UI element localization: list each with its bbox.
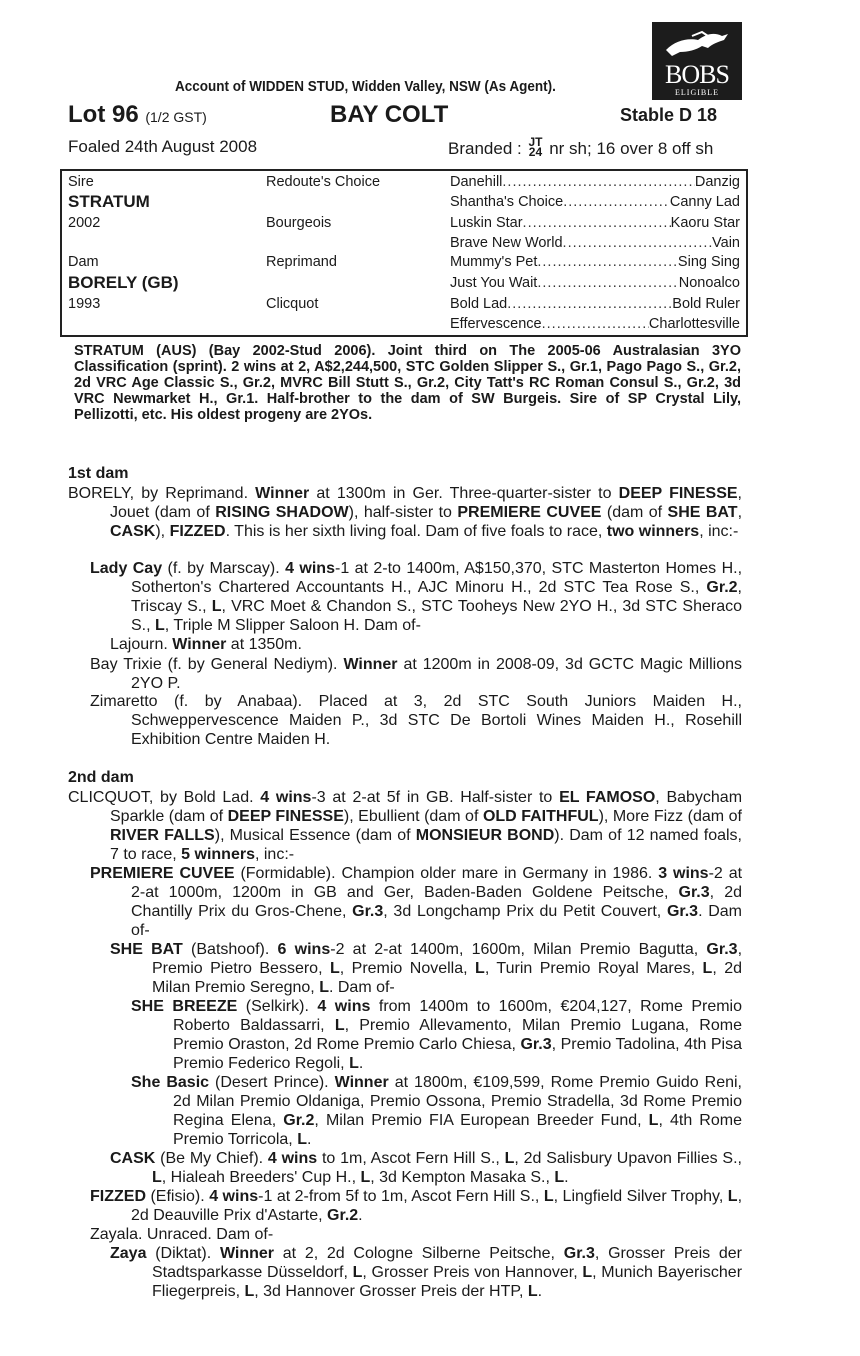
brand-mark: JT 24 — [528, 135, 543, 159]
logo-text: BOBS — [665, 60, 729, 89]
first_dam-paragraph: Lajourn. Winner at 1350m. — [110, 636, 302, 653]
pedigree-ancestor-row — [450, 296, 740, 312]
pedigree-ancestor-row — [450, 275, 740, 291]
sire-name: STRATUM — [68, 192, 150, 211]
ancestor-name: Brave New World — [450, 235, 563, 251]
pedigree-ancestor-row — [450, 215, 740, 231]
ancestor-name: Luskin Star — [450, 215, 523, 231]
ancestor-sire: Charlottesville — [648, 316, 740, 332]
ancestor-sire: Canny Lad — [669, 194, 740, 210]
pedigree-ancestor-row — [450, 254, 740, 270]
ancestor-sire: Vain — [712, 235, 740, 251]
second_dam-paragraph: SHE BAT (Batshoof). 6 wins-2 at 2-at 1400m, 1600m, Milan Premio Bagutta, Gr.3, Premio Pietro Bessero, L, Premio Novella, L, Turin Premio Royal Mares, L, 2d Milan Premio Seregno, L. Dam of- — [110, 941, 743, 996]
second_dam-paragraph: PREMIERE CUVEE (Formidable). Champion older mare in Germany in 1986. 3 wins-2 at 2-at 1000m, 1200m in GB and Ger, Baden-Baden Goldene Peitsche, Gr.3, 2d Chantilly Prix du Gros-Chene, Gr.3, 3d Longchamp Prix du Petit Couvert, Gr.3. Dam of- — [90, 865, 743, 939]
second_dam-paragraph: She Basic (Desert Prince). Winner at 1800m, €109,599, Rome Premio Guido Reni, 2d Milan Premio Oldaniga, Premio Ossona, Premio Stradella, 3d Rome Premio Regina Elena, Gr.2, Milan Premio FIA European Breeder Fund, L, 4th Rome Premio Torricola, L. — [131, 1074, 742, 1148]
ancestor-sire: Bold Ruler — [672, 296, 740, 312]
dam-year: 1993 — [68, 296, 101, 312]
account-line: Account of WIDDEN STUD, Widden Valley, NSW (As Agent). — [175, 78, 556, 95]
second_dam-paragraph: CLICQUOT, by Bold Lad. 4 wins-3 at 2-at 5f in GB. Half-sister to EL FAMOSO, Babycham Sparkle (dam of DEEP FINESSE), Ebullient (dam of OLD FAITHFUL), More Fizz (dam of RIVER FALLS), Musical Essence (dam of MONSIEUR BOND). Dam of 12 named foals, 7 to race, 5 winners, inc:- — [68, 789, 743, 863]
ancestor-name: Mummy's Pet — [450, 254, 538, 270]
dam-name: BORELY (GB) — [68, 273, 179, 292]
pedigree-ancestor-row — [450, 316, 740, 332]
pedigree-ancestor-row — [450, 174, 740, 190]
lot-number: Lot 96 (1/2 GST) — [68, 101, 207, 128]
second_dam-paragraph: Zayala. Unraced. Dam of- — [90, 1226, 274, 1243]
pedigree-ancestor-row — [450, 235, 740, 251]
foaled-date: Foaled 24th August 2008 — [68, 137, 258, 156]
second-dam-heading: 2nd dam — [68, 769, 134, 786]
ancestor-sire: Nonoalco — [678, 275, 740, 291]
branded-line: Branded : JT 24 nr sh; 16 over 8 off sh — [448, 135, 714, 159]
second_dam-paragraph: SHE BREEZE (Selkirk). 4 wins from 1400m to 1600m, €204,127, Rome Premio Roberto Baldassarri, L, Premio Allevamento, Milan Premio Lugana, Rome Premio Oraston, 2d Rome Premio Carlo Chiesa, Gr.3, Premio Tadolina, 4th Pisa Premio Federico Regoli, L. — [131, 998, 743, 1072]
ancestor-sire: Kaoru Star — [670, 215, 740, 231]
second_dam-paragraph: Zaya (Diktat). Winner at 2, 2d Cologne Silberne Peitsche, Gr.3, Grosser Preis der Stadtsparkasse Düsseldorf, L, Grosser Preis von Hannover, L, Munich Bayerischer Fliegerpreis, L, 3d Hannover Grosser Preis der HTP, L. — [110, 1245, 743, 1300]
second_dam-paragraph: FIZZED (Efisio). 4 wins-1 at 2-from 5f to 1m, Ascot Fern Hill S., L, Lingfield Silver Trophy, L, 2d Deauville Prix d'Astarte, Gr.2. — [90, 1188, 743, 1224]
sire-summary: STRATUM (AUS) (Bay 2002-Stud 2006). Joint third on The 2005-06 Australasian 3YO Classification (sprint). 2 wins at 2, A$2,244,500, STC Golden Slipper S., Gr.1, Pago Pago S., Gr.2, 2d VRC Age Classic S., Gr.2, MVRC Bill Stutt S., Gr.2, City Tatt's RC Roman Consul S., Gr.2, 3d VRC Newmarket H., Gr.1. Half-brother to the dam of SW Burgeis. Sire of SP Crystal Lily, Pellizotti, etc. His oldest progeny are 2YOs. — [74, 343, 741, 423]
sire-label: Sire — [68, 174, 94, 190]
first_dam-paragraph: BORELY, by Reprimand. Winner at 1300m in Ger. Three-quarter-sister to DEEP FINESSE, Jouet (dam of RISING SHADOW), half-sister to PREMIERE CUVEE (dam of SHE BAT, CASK), FIZZED. This is her sixth living foal. Dam of five foals to race, two winners, inc:- — [68, 485, 743, 540]
pedigree-ancestor-row — [450, 194, 740, 210]
ancestor-name: Just You Wait — [450, 275, 538, 291]
ancestor-sire: Danzig — [694, 174, 740, 190]
first_dam-paragraph: Bay Trixie (f. by General Nediym). Winner at 1200m in 2008-09, 3d GCTC Magic Millions 2YO P. — [90, 656, 743, 692]
sire-dam: Bourgeois — [266, 215, 332, 231]
first-dam-heading: 1st dam — [68, 465, 129, 482]
ancestor-sire: Sing Sing — [677, 254, 740, 270]
dam-sire: Reprimand — [266, 254, 337, 270]
sire-sire: Redoute's Choice — [266, 174, 381, 190]
lot-title: BAY COLT — [330, 101, 449, 128]
gst-note: (1/2 GST) — [145, 109, 207, 125]
first_dam-paragraph: Zimaretto (f. by Anabaa). Placed at 3, 2d STC South Juniors Maiden H., Schweppervescence Maiden P., 3d STC De Bortoli Wines Maiden H., Rosehill Exhibition Centre Maiden H. — [90, 693, 742, 748]
dam-dam: Clicquot — [266, 296, 319, 312]
sire-year: 2002 — [68, 215, 101, 231]
ancestor-name: Bold Lad — [450, 296, 508, 312]
ancestor-name: Danehill — [450, 174, 503, 190]
second_dam-paragraph: CASK (Be My Chief). 4 wins to 1m, Ascot Fern Hill S., L, 2d Salisbury Upavon Fillies S., L, Hialeah Breeders' Cup H., L, 3d Kempton Masaka S., L. — [110, 1150, 742, 1186]
stable-code: Stable D 18 — [620, 105, 718, 125]
logo-subtext: ELIGIBLE — [675, 88, 719, 97]
bobs-logo — [652, 22, 742, 100]
ancestor-name: Shantha's Choice — [450, 194, 564, 210]
dam-label: Dam — [68, 254, 99, 270]
ancestor-name: Effervescence — [450, 316, 542, 332]
first_dam-paragraph: Lady Cay (f. by Marscay). 4 wins-1 at 2-to 1400m, A$150,370, STC Masterton Homes H., Sotherton's Chartered Accountants H., AJC Minoru H., 2d STC Tea Rose S., Gr.2, Triscay S., L, VRC Moet & Chandon S., STC Tooheys New 2YO H., 3d STC Sheraco S., L, Triple M Slipper Saloon H. Dam of- — [90, 560, 743, 634]
horse-icon — [662, 28, 732, 60]
